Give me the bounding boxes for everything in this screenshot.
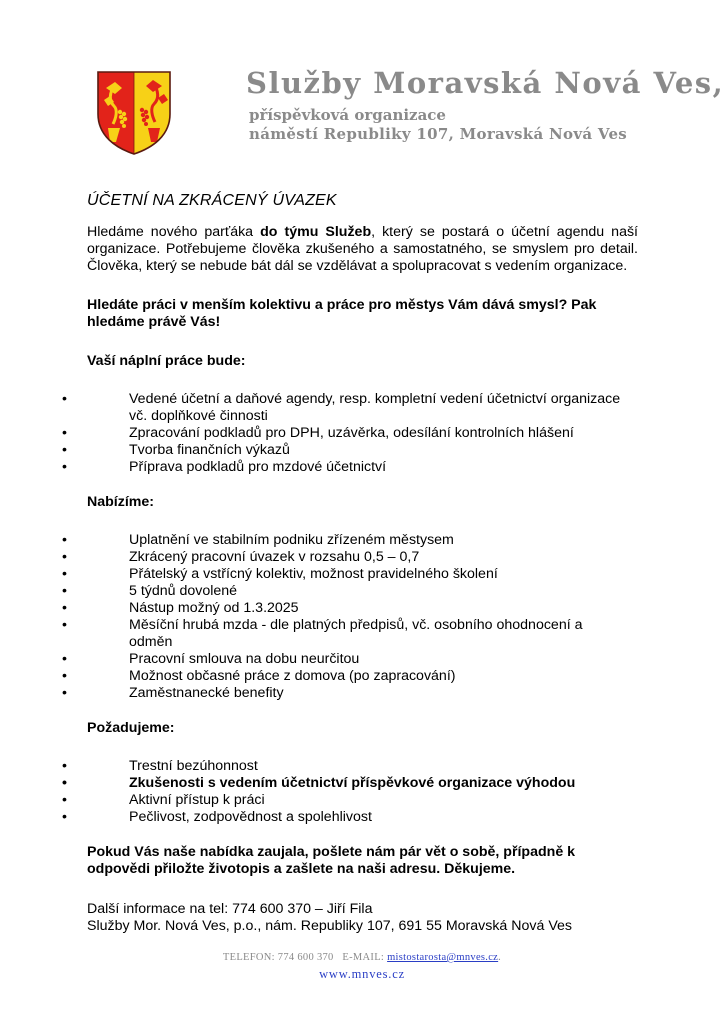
list-item-text: Trestní bezúhonnost: [129, 758, 258, 774]
duties-list: [0, 391, 638, 476]
org-name: Služby Moravská Nová Ves,: [246, 66, 724, 100]
list-item-text: 5 týdnů dovolené: [129, 583, 238, 599]
list-item: [0, 758, 629, 775]
footer-email-link[interactable]: mistostarosta@mnves.cz: [387, 952, 499, 963]
coat-of-arms-logo: [96, 70, 172, 156]
list-item-text: Měsíční hrubá mzda - dle platných předpisů, vč. osobního ohodnocení a odměn: [129, 617, 583, 650]
org-address: náměstí Republiky 107, Moravská Nová Ves: [249, 125, 628, 143]
list-item-text: Tvorba finančních výkazů: [129, 442, 290, 458]
bullet-icon: •: [62, 459, 67, 475]
list-item-text: Přátelský a vstřícný kolektiv, možnost pravidelného školení: [129, 566, 498, 582]
list-item: [0, 566, 629, 583]
list-item-text: Pečlivost, zodpovědnost a spolehlivost: [129, 809, 372, 825]
intro-paragraph: [87, 224, 638, 275]
bullet-icon: •: [62, 617, 67, 633]
offer-heading: Nabízíme:: [87, 494, 155, 510]
list-item: [0, 425, 629, 442]
list-item-text: Uplatnění ve stabilním podniku zřízeném městysem: [129, 532, 454, 548]
duties-heading: Vaší náplní práce bude:: [87, 353, 246, 369]
list-item: [0, 775, 629, 792]
footer-contact: TELEFON: 774 600 370 E-MAIL: mistostarosta@mnves.cz.: [222, 952, 502, 963]
intro-text-start: Hledáme nového parťáka: [87, 224, 261, 240]
list-item: [0, 442, 629, 459]
bullet-icon: •: [62, 442, 67, 458]
bullet-icon: •: [62, 792, 67, 808]
list-item-text: Příprava podkladů pro mzdové účetnictví: [129, 459, 387, 475]
bullet-icon: •: [62, 566, 67, 582]
list-item: [0, 685, 629, 702]
footer-email-label: E-MAIL:: [342, 952, 385, 963]
list-item: [0, 549, 629, 566]
bullet-icon: •: [62, 391, 67, 407]
list-item-text: Zaměstnanecké benefity: [129, 685, 284, 701]
list-item-text: Nástup možný od 1.3.2025: [129, 600, 299, 616]
list-item: [0, 617, 629, 651]
contact-info: [87, 901, 638, 935]
bullet-icon: •: [62, 685, 67, 701]
list-item: [0, 792, 629, 809]
bullet-icon: •: [62, 600, 67, 616]
bullet-icon: •: [62, 668, 67, 684]
list-item: [0, 459, 629, 476]
requirements-heading: Požadujeme:: [87, 720, 175, 736]
list-item-text: Zkrácený pracovní úvazek v rozsahu 0,5 – 0,7: [129, 549, 420, 565]
offer-list: [0, 532, 638, 702]
list-item: [0, 583, 629, 600]
bullet-icon: •: [62, 532, 67, 548]
requirements-list: [0, 758, 638, 826]
list-item-text: Vedené účetní a daňové agendy, resp. kompletní vedení účetnictví organizace vč. doplňkové činnosti: [129, 391, 621, 424]
list-item: [0, 532, 629, 549]
list-item: [0, 600, 629, 617]
bullet-icon: •: [62, 809, 67, 825]
footer-phone: TELEFON: 774 600 370: [222, 952, 334, 963]
footer-website-link[interactable]: www.mnves.cz: [319, 967, 405, 981]
list-item: [0, 391, 629, 425]
contact-address: Služby Mor. Nová Ves, p.o., nám. Republiky 107, 691 55 Moravská Nová Ves: [87, 918, 572, 934]
closing-paragraph: Pokud Vás naše nabídka zaujala, pošlete nám pár vět o sobě, případně k odpovědi přiložte životopis a zašlete na naši adresu. Děkujeme.: [87, 844, 576, 877]
bullet-icon: •: [62, 651, 67, 667]
bullet-icon: •: [62, 549, 67, 565]
list-item: [0, 668, 629, 685]
job-title: ÚČETNÍ NA ZKRÁCENÝ ÚVAZEK: [87, 192, 337, 209]
org-type: příspěvková organizace: [249, 106, 446, 124]
list-item: [0, 651, 629, 668]
intro-text-end: , který se postará o účetní agendu naší organizace. Potřebujeme člověka zkušeného a samostatného, se smyslem pro detail. Člověka, který se nebude bát dál se vzdělávat a spolupracovat s vedením organizace.: [87, 224, 638, 274]
list-item-text: Aktivní přístup k práci: [129, 792, 265, 808]
bullet-icon: •: [62, 583, 67, 599]
document-body: [62, 192, 638, 935]
bullet-icon: •: [62, 758, 67, 774]
list-item-text: Možnost občasné práce z domova (po zapracování): [129, 668, 456, 684]
bullet-icon: •: [62, 775, 67, 791]
list-item-text: Pracovní smlouva na dobu neurčitou: [129, 651, 360, 667]
list-item: [0, 809, 629, 826]
list-item-text: Zkušenosti s vedením účetnictví příspěvkové organizace výhodou: [129, 775, 576, 791]
contact-phone: Další informace na tel: 774 600 370 – Jiří Fila: [87, 901, 373, 917]
question-paragraph: Hledáte práci v menším kolektivu a práce pro městys Vám dává smysl? Pak hledáme právě Vás!: [87, 297, 597, 330]
list-item-text: Zpracování podkladů pro DPH, uzávěrka, odesílání kontrolních hlášení: [129, 425, 574, 441]
intro-bold-text: do týmu Služeb: [260, 224, 372, 240]
bullet-icon: •: [62, 425, 67, 441]
